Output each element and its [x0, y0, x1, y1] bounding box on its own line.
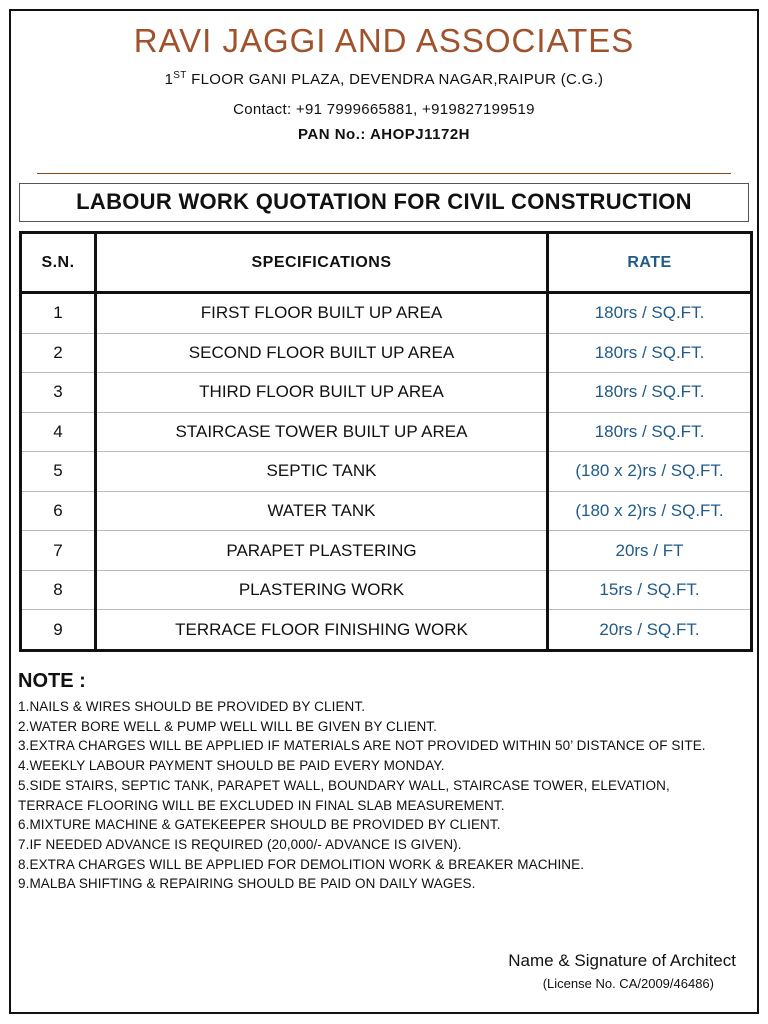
row-specification: WATER TANK [96, 491, 548, 531]
table-row [21, 531, 752, 571]
table-row [21, 491, 752, 531]
note-item: 8.EXTRA CHARGES WILL BE APPLIED FOR DEMOLITION WORK & BREAKER MACHINE. [18, 856, 585, 872]
architect-signature-label: Name & Signature of Architect [508, 951, 736, 970]
table-row [21, 412, 752, 452]
row-sn: 1 [21, 293, 96, 334]
pan-number: PAN No.: AHOPJ1172H [297, 126, 471, 143]
row-sn: 2 [21, 333, 96, 373]
license-number: (License No. CA/2009/46486) [542, 976, 714, 991]
table-row [21, 373, 752, 413]
note-item: 5.SIDE STAIRS, SEPTIC TANK, PARAPET WALL, BOUNDARY WALL, STAIRCASE TOWER, ELEVATION, TERRACE FLOORING WILL BE EXCLUDED IN FINAL SLAB MEASUREMENT. [18, 777, 670, 813]
table-row [21, 293, 752, 334]
row-specification: TERRACE FLOOR FINISHING WORK [96, 610, 548, 651]
row-rate: 20rs / FT [548, 531, 752, 571]
header-divider [37, 173, 731, 174]
header-specifications: SPECIFICATIONS [96, 233, 548, 293]
row-specification: SECOND FLOOR BUILT UP AREA [96, 333, 548, 373]
row-rate: (180 x 2)rs / SQ.FT. [548, 452, 752, 492]
row-sn: 6 [21, 491, 96, 531]
row-sn: 3 [21, 373, 96, 413]
row-sn: 7 [21, 531, 96, 571]
table-row [21, 570, 752, 610]
note-item: 1.NAILS & WIRES SHOULD BE PROVIDED BY CLIENT. [18, 699, 366, 714]
table-row [21, 333, 752, 373]
note-item: 2.WATER BORE WELL & PUMP WELL WILL BE GIVEN BY CLIENT. [18, 718, 438, 734]
row-rate: 20rs / SQ.FT. [548, 610, 752, 651]
note-heading: NOTE : [18, 670, 86, 692]
note-item: 4.WEEKLY LABOUR PAYMENT SHOULD BE PAID EVERY MONDAY. [18, 758, 445, 774]
row-specification: PARAPET PLASTERING [96, 531, 548, 571]
row-specification: SEPTIC TANK [96, 452, 548, 492]
row-specification: STAIRCASE TOWER BUILT UP AREA [96, 412, 548, 452]
row-sn: 4 [21, 412, 96, 452]
contact-numbers: Contact: +91 7999665881, +919827199519 [233, 101, 535, 118]
row-rate: 15rs / SQ.FT. [548, 570, 752, 610]
row-sn: 5 [21, 452, 96, 492]
quotation-table [19, 231, 753, 652]
notes-list [18, 697, 738, 894]
document-title: LABOUR WORK QUOTATION FOR CIVIL CONSTRUCTION [19, 183, 749, 222]
header-rate: RATE [548, 233, 752, 293]
row-rate: 180rs / SQ.FT. [548, 412, 752, 452]
row-specification: FIRST FLOOR BUILT UP AREA [96, 293, 548, 334]
company-name: RAVI JAGGI AND ASSOCIATES [133, 22, 635, 59]
note-item: 6.MIXTURE MACHINE & GATEKEEPER SHOULD BE PROVIDED BY CLIENT. [18, 817, 501, 833]
row-specification: THIRD FLOOR BUILT UP AREA [96, 373, 548, 413]
row-sn: 9 [21, 610, 96, 651]
row-rate: 180rs / SQ.FT. [548, 333, 752, 373]
row-sn: 8 [21, 570, 96, 610]
note-item: 7.IF NEEDED ADVANCE IS REQUIRED (20,000/- ADVANCE IS GIVEN). [18, 836, 462, 852]
row-rate: 180rs / SQ.FT. [548, 373, 752, 413]
table-header-row [21, 233, 752, 293]
note-item: 3.EXTRA CHARGES WILL BE APPLIED IF MATERIALS ARE NOT PROVIDED WITHIN 50’ DISTANCE OF SITE. [18, 738, 706, 754]
table-row [21, 452, 752, 492]
note-item: 9.MALBA SHIFTING & REPAIRING SHOULD BE PAID ON DAILY WAGES. [18, 876, 476, 892]
table-row [21, 610, 752, 651]
row-rate: (180 x 2)rs / SQ.FT. [548, 491, 752, 531]
row-specification: PLASTERING WORK [96, 570, 548, 610]
header-sn: S.N. [21, 233, 96, 293]
company-address: 1ST FLOOR GANI PLAZA, DEVENDRA NAGAR,RAIPUR (C.G.) [164, 70, 604, 88]
row-rate: 180rs / SQ.FT. [548, 293, 752, 334]
